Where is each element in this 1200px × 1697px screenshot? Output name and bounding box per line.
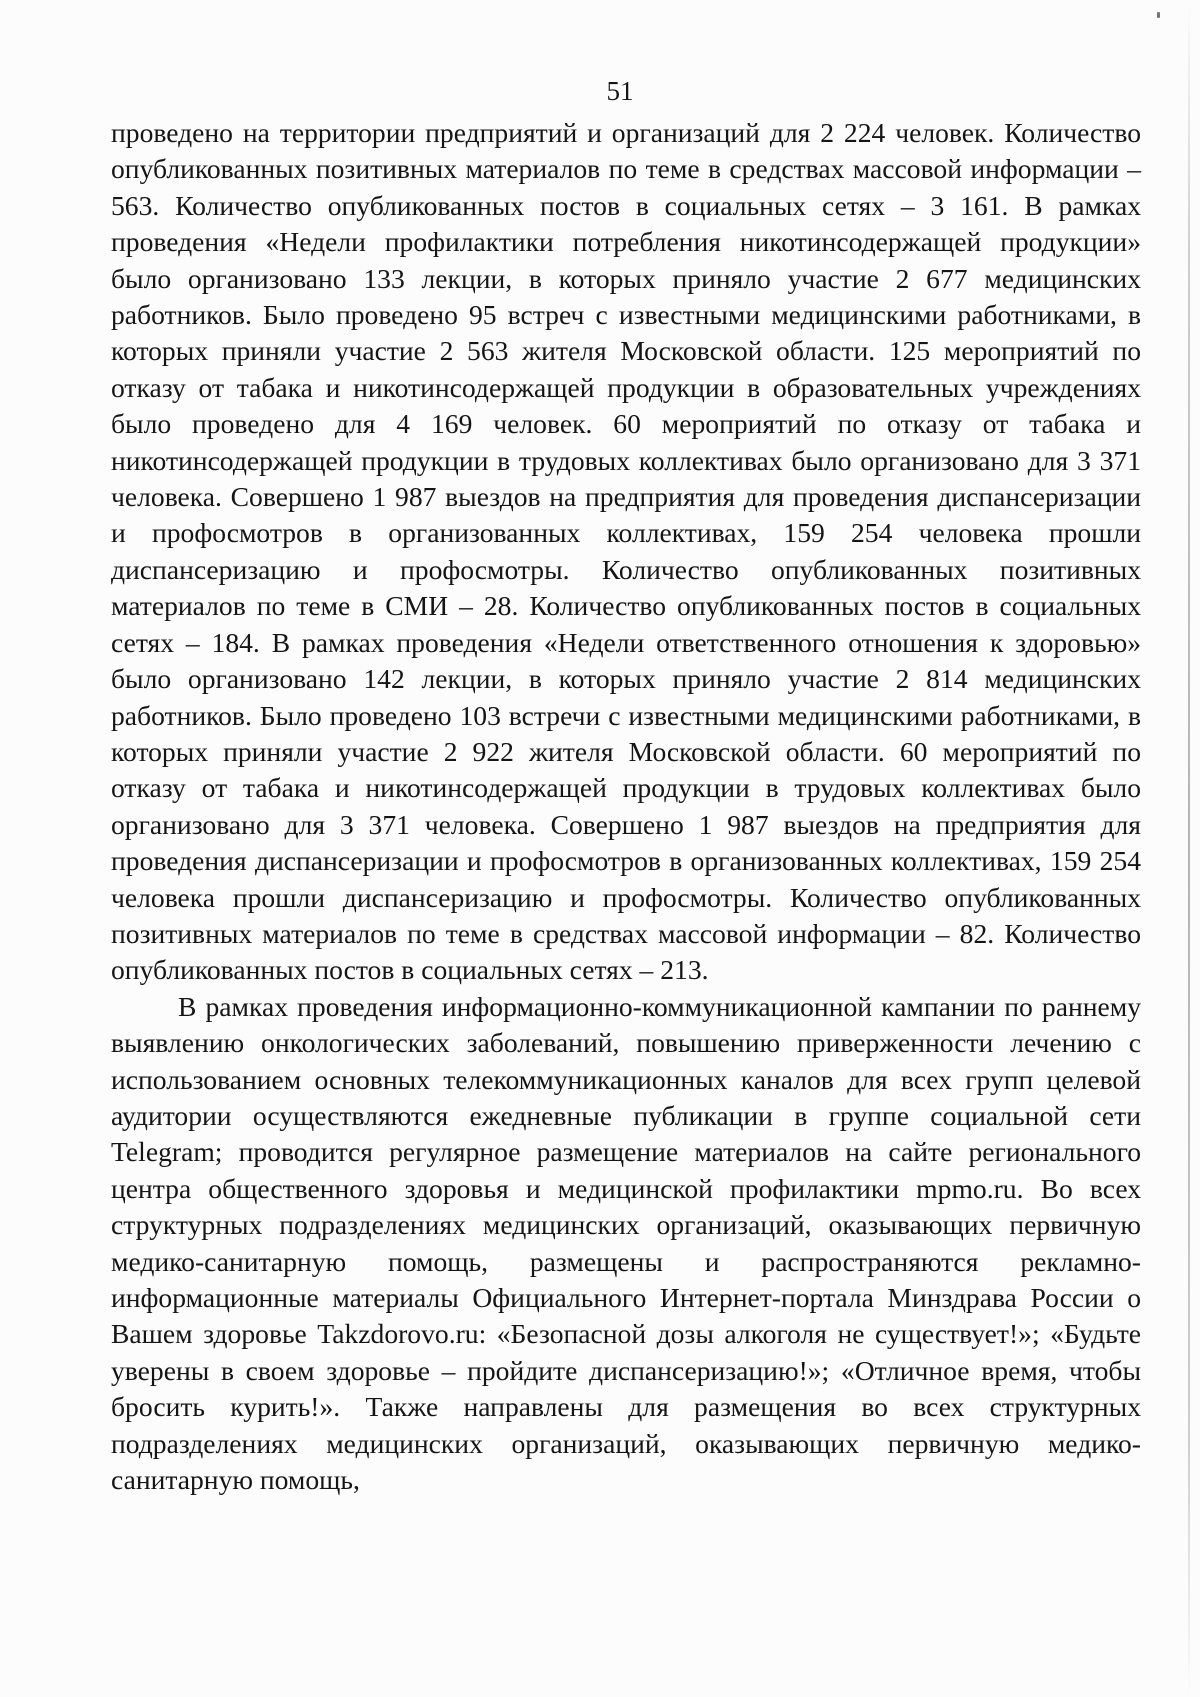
paragraph-continuation: проведено на территории предприятий и организаций для 2 224 человек. Количество опубликованных позитивных материалов по теме в средствах массовой информации – 563. Количество опубликованных постов в социальных сетях – 3 161. В рамках проведения «Недели профилактики потребления никотинсодержащей продукции» было организовано 133 лекции, в которых приняло участие 2 677 медицинских работников. Было проведено 95 встреч с известными медицинскими работниками, в которых приняли участие 2 563 жителя Московской области. 125 мероприятий по отказу от табака и никотинсодержащей продукции в образовательных учреждениях было проведено для 4 169 человек. 60 мероприятий по отказу от табака и никотинсодержащей продукции в трудовых коллективах было организовано для 3 371 человека. Совершено 1 987 выездов на предприятия для проведения диспансеризации и профосмотров в организованных коллективах, 159 254 человека прошли диспансеризацию и профосмотры. Количество опубликованных позитивных материалов по теме в СМИ – 28. Количество опубликованных постов в социальных сетях – 184. В рамках проведения «Недели ответственного отношения к здоровью» было организовано 142 лекции, в которых приняло участие 2 814 медицинских работников. Было проведено 103 встречи с известными медицинскими работниками, в которых приняли участие 2 922 жителя Московской области. 60 мероприятий по отказу от табака и никотинсодержащей продукции в трудовых коллективах было организовано для 3 371 человека. Совершено 1 987 выездов на предприятия для проведения диспансеризации и профосмотров в организованных коллективах, 159 254 человека прошли диспансеризацию и профосмотры. Количество опубликованных позитивных материалов по теме в средствах массовой информации – 82. Количество опубликованных постов в социальных сетях – 213. xyxy=(111,117,1141,986)
scan-artifact xyxy=(1157,12,1160,18)
body-text xyxy=(111,115,1141,1498)
paragraph-campaign: В рамках проведения информационно-коммуникационной кампании по раннему выявлению онкологических заболеваний, повышению приверженности лечению с использованием основных телекоммуникационных каналов для всех групп целевой аудитории осуществляются ежедневные публикации в группе социальной сети Telegram; проводится регулярное размещение материалов на сайте регионального центра общественного здоровья и медицинской профилактики mpmo.ru. Во всех структурных подразделениях медицинских организаций, оказывающих первичную медико-санитарную помощь, размещены и распространяются рекламно-информационные материалы Официального Интернет-портала Минздрава России о Вашем здоровье Takzdorovo.ru: «Безопасной дозы алкоголя не существует!»; «Будьте уверены в своем здоровье – пройдите диспансеризацию!»; «Отличное время, чтобы бросить курить!». Также направлены для размещения во всех структурных подразделениях медицинских организаций, оказывающих первичную медико-санитарную помощь, xyxy=(111,990,1141,1496)
page-edge-shadow xyxy=(1188,0,1190,1697)
page-number: 51 xyxy=(606,76,634,106)
